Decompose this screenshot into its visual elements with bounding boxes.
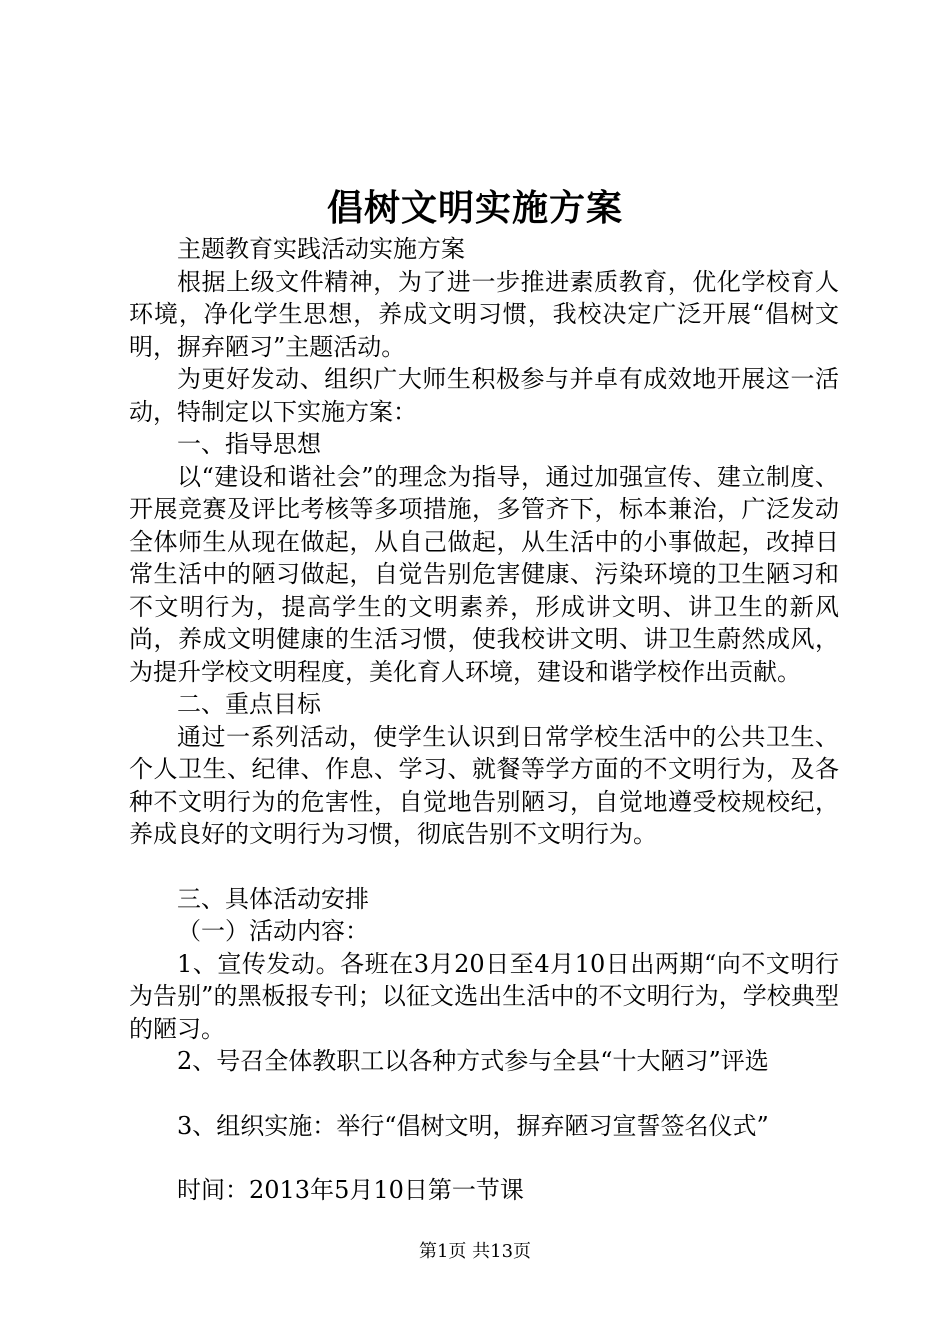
- activity-time: 时间：2013年5月10日第一节课: [177, 1176, 524, 1204]
- section-heading-key-goals: 二、重点目标: [177, 690, 321, 718]
- subtitle-paragraph: 主题教育实践活动实施方案: [177, 235, 465, 263]
- activity-item-3: 3、组织实施：举行“倡树文明，摒弃陋习宣誓签名仪式”: [177, 1111, 769, 1140]
- spacer: [129, 1078, 839, 1110]
- section-heading-guiding-thought: 一、指导思想: [177, 430, 321, 458]
- key-goals-paragraph: 通过一系列活动，使学生认识到日常学校生活中的公共卫生、个人卫生、纪律、作息、学习、就餐等学方面的不文明行为，及各种不文明行为的危害性，自觉地告别陋习，自觉地遵受校规校纪，养成良好的文明行为习惯，彻底告别不文明行为。: [129, 722, 839, 848]
- activity-item-1: 1、宣传发动。各班在3月20日至4月10日出两期“向不文明行为告别”的黑板报专刊；以征文选出生活中的不文明行为，学校典型的陋习。: [129, 949, 839, 1043]
- intro-paragraph: 根据上级文件精神，为了进一步推进素质教育，优化学校育人环境，净化学生思想，养成文明习惯，我校决定广泛开展“倡树文明，摒弃陋习”主题活动。: [129, 267, 839, 361]
- subsection-heading-content: （一）活动内容：: [177, 917, 369, 945]
- purpose-paragraph: 为更好发动、组织广大师生积极参与并卓有成效地开展这一活动，特制定以下实施方案：: [129, 365, 839, 426]
- document-title: 倡树文明实施方案: [326, 187, 623, 229]
- page-number-footer: 第1页 共13页: [418, 1241, 532, 1262]
- activity-item-2: 2、号召全体教职工以各种方式参与全县“十大陋习”评选: [177, 1047, 769, 1075]
- spacer: [129, 851, 839, 883]
- document-body: [129, 233, 839, 1207]
- section-heading-activities: 三、具体活动安排: [177, 884, 369, 913]
- spacer: [129, 1142, 839, 1174]
- guiding-thought-paragraph: 以“建设和谐社会”的理念为指导，通过加强宣传、建立制度、开展竞赛及评比考核等多项措施，多管齐下，标本兼治，广泛发动全体师生从现在做起，从自己做起，从生活中的小事做起，改掉日常生活中的陋习做起，自觉告别危害健康、污染环境的卫生陋习和不文明行为，提高学生的文明素养，形成讲文明、讲卫生的新风尚，养成文明健康的生活习惯，使我校讲文明、讲卫生蔚然成风，为提升学校文明程度，美化育人环境，建设和谐学校作出贡献。: [129, 462, 839, 686]
